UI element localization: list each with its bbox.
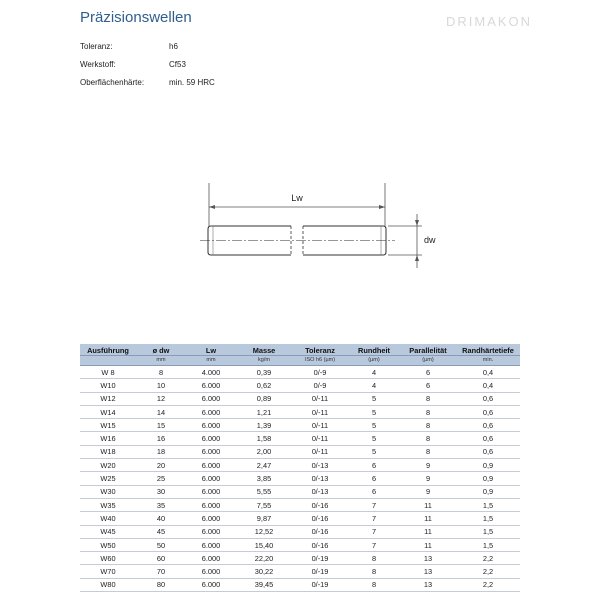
diameter-dimension xyxy=(388,214,436,268)
parallelism-cell: 13 xyxy=(400,578,456,591)
diameter-cell: 80 xyxy=(136,578,186,591)
table-row xyxy=(80,525,520,538)
variant-cell: W30 xyxy=(80,485,136,498)
table-row xyxy=(80,392,520,405)
variant-cell: W18 xyxy=(80,445,136,458)
hardening-depth-cell: 2,2 xyxy=(456,565,520,578)
roundness-cell: 6 xyxy=(348,459,400,472)
length-cell: 6.000 xyxy=(186,578,236,591)
table-row xyxy=(80,538,520,551)
specification-table xyxy=(80,344,520,592)
parallelism-cell: 11 xyxy=(400,538,456,551)
mass-cell: 1,21 xyxy=(236,405,292,418)
mass-cell: 3,85 xyxy=(236,472,292,485)
table-row xyxy=(80,459,520,472)
variant-cell: W70 xyxy=(80,565,136,578)
column-header: Lw xyxy=(186,344,236,356)
roundness-cell: 6 xyxy=(348,485,400,498)
length-cell: 6.000 xyxy=(186,445,236,458)
table-row xyxy=(80,405,520,418)
tolerance-cell: 0/-9 xyxy=(292,379,348,392)
unit-cell: kg/m xyxy=(236,356,292,366)
roundness-cell: 5 xyxy=(348,419,400,432)
mass-cell: 7,55 xyxy=(236,498,292,511)
variant-cell: W12 xyxy=(80,392,136,405)
mass-cell: 1,39 xyxy=(236,419,292,432)
hardening-depth-cell: 2,2 xyxy=(456,552,520,565)
unit-cell: mm xyxy=(186,356,236,366)
table-row xyxy=(80,485,520,498)
diameter-cell: 30 xyxy=(136,485,186,498)
tolerance-cell: 0/-11 xyxy=(292,392,348,405)
mass-cell: 5,55 xyxy=(236,485,292,498)
variant-cell: W80 xyxy=(80,578,136,591)
tolerance-cell: 0/-11 xyxy=(292,432,348,445)
table-row xyxy=(80,472,520,485)
length-cell: 6.000 xyxy=(186,419,236,432)
mass-cell: 30,22 xyxy=(236,565,292,578)
tolerance-cell: 0/-16 xyxy=(292,538,348,551)
mass-cell: 2,47 xyxy=(236,459,292,472)
diameter-cell: 60 xyxy=(136,552,186,565)
hardening-depth-cell: 2,2 xyxy=(456,578,520,591)
hardening-depth-cell: 1,5 xyxy=(456,525,520,538)
column-header: Toleranz xyxy=(292,344,348,356)
tolerance-cell: 0/-16 xyxy=(292,498,348,511)
tolerance-cell: 0/-19 xyxy=(292,552,348,565)
variant-cell: W14 xyxy=(80,405,136,418)
variant-cell: W15 xyxy=(80,419,136,432)
brand-logo: DRIMAKON xyxy=(446,14,533,29)
property-value: h6 xyxy=(169,41,178,51)
property-value: Cf53 xyxy=(169,59,186,69)
roundness-cell: 8 xyxy=(348,565,400,578)
variant-cell: W10 xyxy=(80,379,136,392)
parallelism-cell: 8 xyxy=(400,419,456,432)
table-row xyxy=(80,419,520,432)
roundness-cell: 5 xyxy=(348,405,400,418)
length-cell: 6.000 xyxy=(186,432,236,445)
diameter-cell: 10 xyxy=(136,379,186,392)
table-row xyxy=(80,512,520,525)
mass-cell: 0,89 xyxy=(236,392,292,405)
length-cell: 6.000 xyxy=(186,552,236,565)
length-cell: 6.000 xyxy=(186,392,236,405)
hardening-depth-cell: 0,6 xyxy=(456,405,520,418)
hardening-depth-cell: 0,4 xyxy=(456,379,520,392)
variant-cell: W16 xyxy=(80,432,136,445)
roundness-cell: 5 xyxy=(348,432,400,445)
parallelism-cell: 9 xyxy=(400,485,456,498)
length-label: Lw xyxy=(291,193,303,203)
table-header-row xyxy=(80,344,520,356)
hardening-depth-cell: 0,9 xyxy=(456,485,520,498)
length-cell: 6.000 xyxy=(186,485,236,498)
column-header: Rundheit xyxy=(348,344,400,356)
unit-cell: (µm) xyxy=(400,356,456,366)
roundness-cell: 4 xyxy=(348,379,400,392)
roundness-cell: 7 xyxy=(348,525,400,538)
diameter-cell: 8 xyxy=(136,366,186,379)
roundness-cell: 7 xyxy=(348,538,400,551)
tolerance-cell: 0/-11 xyxy=(292,445,348,458)
variant-cell: W60 xyxy=(80,552,136,565)
diameter-cell: 14 xyxy=(136,405,186,418)
roundness-cell: 6 xyxy=(348,472,400,485)
parallelism-cell: 6 xyxy=(400,379,456,392)
diameter-label: dw xyxy=(424,235,436,245)
hardening-depth-cell: 0,6 xyxy=(456,432,520,445)
mass-cell: 15,40 xyxy=(236,538,292,551)
length-cell: 6.000 xyxy=(186,565,236,578)
parallelism-cell: 9 xyxy=(400,472,456,485)
parallelism-cell: 13 xyxy=(400,565,456,578)
diameter-cell: 50 xyxy=(136,538,186,551)
shaft-body xyxy=(200,226,395,255)
parallelism-cell: 6 xyxy=(400,366,456,379)
variant-cell: W25 xyxy=(80,472,136,485)
length-cell: 6.000 xyxy=(186,512,236,525)
parallelism-cell: 13 xyxy=(400,552,456,565)
mass-cell: 12,52 xyxy=(236,525,292,538)
table-row xyxy=(80,552,520,565)
tolerance-cell: 0/-19 xyxy=(292,565,348,578)
unit-cell: min. xyxy=(456,356,520,366)
diameter-cell: 20 xyxy=(136,459,186,472)
unit-cell xyxy=(80,356,136,366)
variant-cell: W35 xyxy=(80,498,136,511)
parallelism-cell: 8 xyxy=(400,405,456,418)
tolerance-cell: 0/-13 xyxy=(292,459,348,472)
parallelism-cell: 8 xyxy=(400,392,456,405)
hardening-depth-cell: 0,4 xyxy=(456,366,520,379)
diameter-cell: 70 xyxy=(136,565,186,578)
table-row xyxy=(80,565,520,578)
hardening-depth-cell: 0,9 xyxy=(456,472,520,485)
mass-cell: 0,39 xyxy=(236,366,292,379)
diameter-cell: 16 xyxy=(136,432,186,445)
table-row xyxy=(80,379,520,392)
length-cell: 6.000 xyxy=(186,525,236,538)
length-cell: 6.000 xyxy=(186,538,236,551)
hardening-depth-cell: 1,5 xyxy=(456,498,520,511)
length-cell: 6.000 xyxy=(186,405,236,418)
parallelism-cell: 8 xyxy=(400,432,456,445)
table-row xyxy=(80,498,520,511)
diameter-cell: 45 xyxy=(136,525,186,538)
column-header: ø dw xyxy=(136,344,186,356)
diameter-cell: 25 xyxy=(136,472,186,485)
hardening-depth-cell: 0,6 xyxy=(456,392,520,405)
roundness-cell: 4 xyxy=(348,366,400,379)
variant-cell: W50 xyxy=(80,538,136,551)
column-header: Randhärtetiefe xyxy=(456,344,520,356)
diameter-cell: 15 xyxy=(136,419,186,432)
length-cell: 6.000 xyxy=(186,472,236,485)
roundness-cell: 8 xyxy=(348,578,400,591)
table-row xyxy=(80,366,520,379)
mass-cell: 39,45 xyxy=(236,578,292,591)
unit-cell: (µm) xyxy=(348,356,400,366)
unit-cell: mm xyxy=(136,356,186,366)
property-label: Werkstoff: xyxy=(80,59,116,69)
mass-cell: 0,62 xyxy=(236,379,292,392)
length-cell: 6.000 xyxy=(186,379,236,392)
mass-cell: 9,87 xyxy=(236,512,292,525)
tolerance-cell: 0/-19 xyxy=(292,578,348,591)
length-cell: 4.000 xyxy=(186,366,236,379)
property-value: min. 59 HRC xyxy=(169,77,215,87)
roundness-cell: 5 xyxy=(348,445,400,458)
table-body xyxy=(80,366,520,592)
tolerance-cell: 0/-11 xyxy=(292,419,348,432)
roundness-cell: 5 xyxy=(348,392,400,405)
variant-cell: W45 xyxy=(80,525,136,538)
unit-cell: ISO h6 (µm) xyxy=(292,356,348,366)
diameter-cell: 40 xyxy=(136,512,186,525)
table-row xyxy=(80,432,520,445)
property-label: Toleranz: xyxy=(80,41,113,51)
mass-cell: 1,58 xyxy=(236,432,292,445)
parallelism-cell: 11 xyxy=(400,512,456,525)
hardening-depth-cell: 0,6 xyxy=(456,445,520,458)
hardening-depth-cell: 0,6 xyxy=(456,419,520,432)
column-header: Masse xyxy=(236,344,292,356)
hardening-depth-cell: 1,5 xyxy=(456,512,520,525)
roundness-cell: 7 xyxy=(348,498,400,511)
variant-cell: W20 xyxy=(80,459,136,472)
tolerance-cell: 0/-9 xyxy=(292,366,348,379)
table-units-row xyxy=(80,356,520,366)
tolerance-cell: 0/-11 xyxy=(292,405,348,418)
diameter-cell: 35 xyxy=(136,498,186,511)
table-row xyxy=(80,578,520,591)
property-label: Oberflächenhärte: xyxy=(80,77,145,87)
tolerance-cell: 0/-16 xyxy=(292,512,348,525)
parallelism-cell: 8 xyxy=(400,445,456,458)
hardening-depth-cell: 0,9 xyxy=(456,459,520,472)
roundness-cell: 8 xyxy=(348,552,400,565)
hardening-depth-cell: 1,5 xyxy=(456,538,520,551)
length-dimension xyxy=(209,183,385,228)
column-header: Parallelität xyxy=(400,344,456,356)
length-cell: 6.000 xyxy=(186,459,236,472)
mass-cell: 22,20 xyxy=(236,552,292,565)
tolerance-cell: 0/-13 xyxy=(292,485,348,498)
variant-cell: W40 xyxy=(80,512,136,525)
parallelism-cell: 11 xyxy=(400,498,456,511)
mass-cell: 2,00 xyxy=(236,445,292,458)
diameter-cell: 12 xyxy=(136,392,186,405)
length-cell: 6.000 xyxy=(186,498,236,511)
tolerance-cell: 0/-16 xyxy=(292,525,348,538)
column-header: Ausführung xyxy=(80,344,136,356)
page-title: Präzisionswellen xyxy=(80,9,192,26)
parallelism-cell: 9 xyxy=(400,459,456,472)
tolerance-cell: 0/-13 xyxy=(292,472,348,485)
table-row xyxy=(80,445,520,458)
parallelism-cell: 11 xyxy=(400,525,456,538)
roundness-cell: 7 xyxy=(348,512,400,525)
diameter-cell: 18 xyxy=(136,445,186,458)
variant-cell: W 8 xyxy=(80,366,136,379)
